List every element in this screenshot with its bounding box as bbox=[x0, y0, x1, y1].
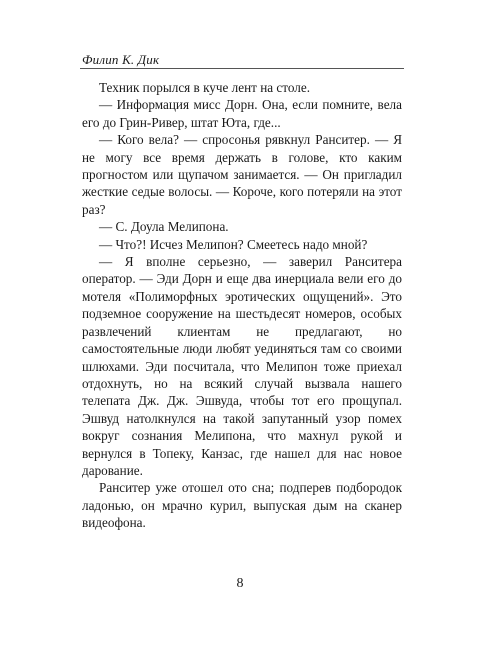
paragraph-3: — Кого вела? — спросонья рявкнул Ранситер. — Я не могу все время держать в голове, кто каким прогностом или щупачом занимается. — Он пригладил жесткие седые волосы. — Короче, кого потеряли на этот раз? bbox=[82, 132, 402, 217]
paragraph-5: — Что?! Исчез Мелипон? Смеетесь надо мной? bbox=[99, 236, 368, 252]
paragraph-7: Ранситер уже отошел ото сна; подперев подбородок ладонью, он мрачно курил, выпуская дым на сканер видеофона. bbox=[82, 480, 402, 531]
paragraph-6: — Я вполне серьезно, — заверил Ранситера оператор. — Эди Дорн и еще два инерциала вели его до мотеля «Полиморфных эротических ощущений». Это подземное сооружение на шестьдесят номеров, особых развлечений клиентам не предлагают, но самостоятельные люди любят уединяться там со своими шлюхами. Эди посчитала, что Мелипон тоже приехал отдохнуть, но на всякий случай вызвала нашего телепата Дж. Дж. Эшвуда, чтобы тот его прощупал. Эшвуд натолкнулся на такой запутанный узор помех вокруг сознания Мелипона, что махнул рукой и вернулся в Топеку, Канзас, где нашел для нас новое дарование. bbox=[82, 254, 402, 478]
page-number: 8 bbox=[236, 576, 244, 591]
header-rule bbox=[80, 68, 404, 69]
running-head-author: Филип К. Дик bbox=[82, 52, 160, 67]
body-text bbox=[82, 79, 402, 532]
paragraph-4: — С. Доула Мелипона. bbox=[99, 219, 229, 235]
paragraph-1: Техник порылся в куче лент на столе. bbox=[99, 80, 311, 95]
paragraph-2: — Информация мисс Дорн. Она, если помните, вела его до Грин-Ривер, штат Юта, где... bbox=[82, 97, 402, 130]
